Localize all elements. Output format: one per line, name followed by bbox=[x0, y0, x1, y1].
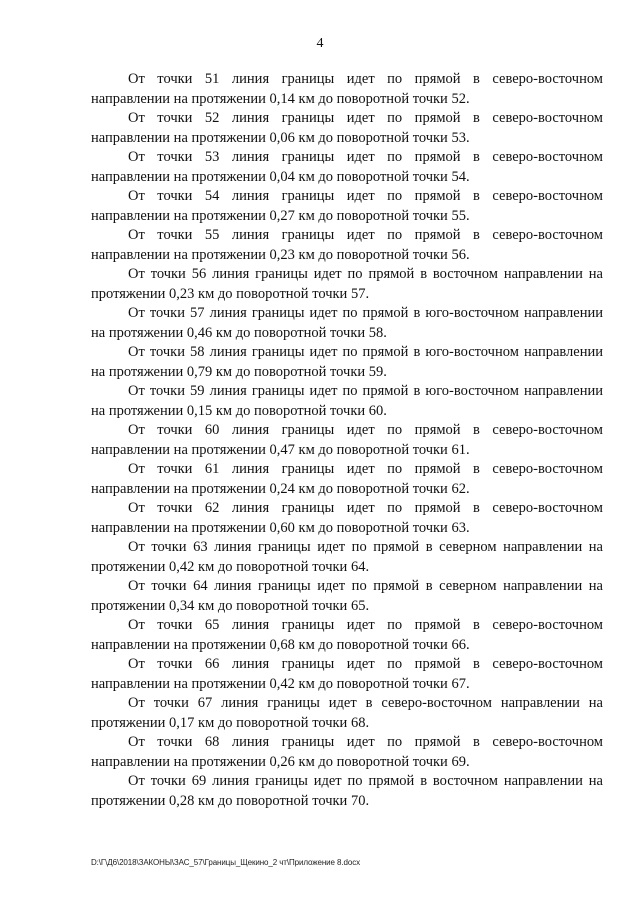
paragraph-line-2: направлении на протяжении 0,23 км до поворотной точки 56. bbox=[91, 246, 470, 263]
paragraph-line-1: От точки 53 линия границы идет по прямой в северо-восточном bbox=[128, 149, 603, 165]
boundary-paragraph bbox=[91, 694, 603, 733]
boundary-paragraph bbox=[91, 304, 603, 343]
paragraph-line-1: От точки 51 линия границы идет по прямой в северо-восточном bbox=[128, 71, 603, 87]
boundary-paragraph bbox=[91, 733, 603, 772]
boundary-paragraph bbox=[91, 70, 603, 109]
boundary-paragraph bbox=[91, 226, 603, 265]
paragraph-line-2: на протяжении 0,46 км до поворотной точки 58. bbox=[91, 324, 387, 341]
paragraph-line-1: От точки 58 линия границы идет по прямой в юго-восточном направлении bbox=[128, 344, 603, 360]
paragraph-line-2: направлении на протяжении 0,27 км до поворотной точки 55. bbox=[91, 207, 470, 224]
paragraph-line-1: От точки 62 линия границы идет по прямой в северо-восточном bbox=[128, 500, 603, 516]
boundary-paragraph bbox=[91, 499, 603, 538]
paragraph-line-1: От точки 68 линия границы идет по прямой в северо-восточном bbox=[128, 734, 603, 750]
paragraph-line-1: От точки 66 линия границы идет по прямой в северо-восточном bbox=[128, 656, 603, 672]
boundary-paragraph bbox=[91, 460, 603, 499]
boundary-paragraph bbox=[91, 538, 603, 577]
paragraph-line-2: на протяжении 0,15 км до поворотной точки 60. bbox=[91, 402, 387, 419]
paragraph-line-1: От точки 52 линия границы идет по прямой в северо-восточном bbox=[128, 110, 603, 126]
paragraph-line-2: направлении на протяжении 0,24 км до поворотной точки 62. bbox=[91, 480, 470, 497]
paragraph-line-1: От точки 69 линия границы идет по прямой в восточном направлении на bbox=[128, 773, 603, 789]
paragraph-line-1: От точки 67 линия границы идет в северо-восточном направлении на bbox=[128, 695, 603, 711]
paragraph-line-2: протяжении 0,23 км до поворотной точки 57. bbox=[91, 285, 370, 302]
footer-file-path: D:\Г\Д6\2018\ЗАКОНЫ\ЗАС_57\Границы_Щекино_2 чт\Приложение 8.docx bbox=[91, 858, 360, 867]
boundary-paragraph bbox=[91, 382, 603, 421]
paragraph-line-1: От точки 57 линия границы идет по прямой в юго-восточном направлении bbox=[128, 305, 603, 321]
boundary-paragraph bbox=[91, 187, 603, 226]
paragraph-line-2: направлении на протяжении 0,60 км до поворотной точки 63. bbox=[91, 519, 470, 536]
boundary-paragraph bbox=[91, 343, 603, 382]
paragraph-line-1: От точки 61 линия границы идет по прямой в северо-восточном bbox=[128, 461, 603, 477]
paragraph-line-1: От точки 59 линия границы идет по прямой в юго-восточном направлении bbox=[128, 383, 603, 399]
paragraph-line-2: направлении на протяжении 0,47 км до поворотной точки 61. bbox=[91, 441, 470, 458]
boundary-paragraph bbox=[91, 265, 603, 304]
boundary-paragraph bbox=[91, 421, 603, 460]
paragraph-line-2: направлении на протяжении 0,26 км до поворотной точки 69. bbox=[91, 753, 470, 770]
boundary-paragraph bbox=[91, 577, 603, 616]
paragraph-line-1: От точки 63 линия границы идет по прямой в северном направлении на bbox=[128, 539, 603, 555]
boundary-paragraph bbox=[91, 109, 603, 148]
paragraph-line-2: протяжении 0,28 км до поворотной точки 70. bbox=[91, 792, 370, 809]
page-number: 4 bbox=[316, 36, 324, 51]
boundary-paragraph bbox=[91, 772, 603, 811]
paragraph-line-2: направлении на протяжении 0,06 км до поворотной точки 53. bbox=[91, 129, 470, 146]
paragraph-line-2: протяжении 0,17 км до поворотной точки 68. bbox=[91, 714, 370, 731]
paragraph-line-1: От точки 56 линия границы идет по прямой в восточном направлении на bbox=[128, 266, 603, 282]
paragraph-line-1: От точки 65 линия границы идет по прямой в северо-восточном bbox=[128, 617, 603, 633]
boundary-paragraph bbox=[91, 655, 603, 694]
boundary-paragraph bbox=[91, 148, 603, 187]
paragraph-line-2: протяжении 0,34 км до поворотной точки 65. bbox=[91, 597, 370, 614]
paragraph-line-2: направлении на протяжении 0,42 км до поворотной точки 67. bbox=[91, 675, 470, 692]
paragraph-line-1: От точки 54 линия границы идет по прямой в северо-восточном bbox=[128, 188, 603, 204]
paragraph-line-1: От точки 60 линия границы идет по прямой в северо-восточном bbox=[128, 422, 603, 438]
paragraph-line-2: протяжении 0,42 км до поворотной точки 64. bbox=[91, 558, 370, 575]
paragraph-line-2: направлении на протяжении 0,14 км до поворотной точки 52. bbox=[91, 90, 470, 107]
paragraph-line-1: От точки 55 линия границы идет по прямой в северо-восточном bbox=[128, 227, 603, 243]
paragraph-line-2: направлении на протяжении 0,68 км до поворотной точки 66. bbox=[91, 636, 470, 653]
paragraph-line-2: направлении на протяжении 0,04 км до поворотной точки 54. bbox=[91, 168, 470, 185]
document-body bbox=[91, 70, 603, 811]
paragraph-line-1: От точки 64 линия границы идет по прямой в северном направлении на bbox=[128, 578, 603, 594]
boundary-paragraph bbox=[91, 616, 603, 655]
paragraph-line-2: на протяжении 0,79 км до поворотной точки 59. bbox=[91, 363, 387, 380]
